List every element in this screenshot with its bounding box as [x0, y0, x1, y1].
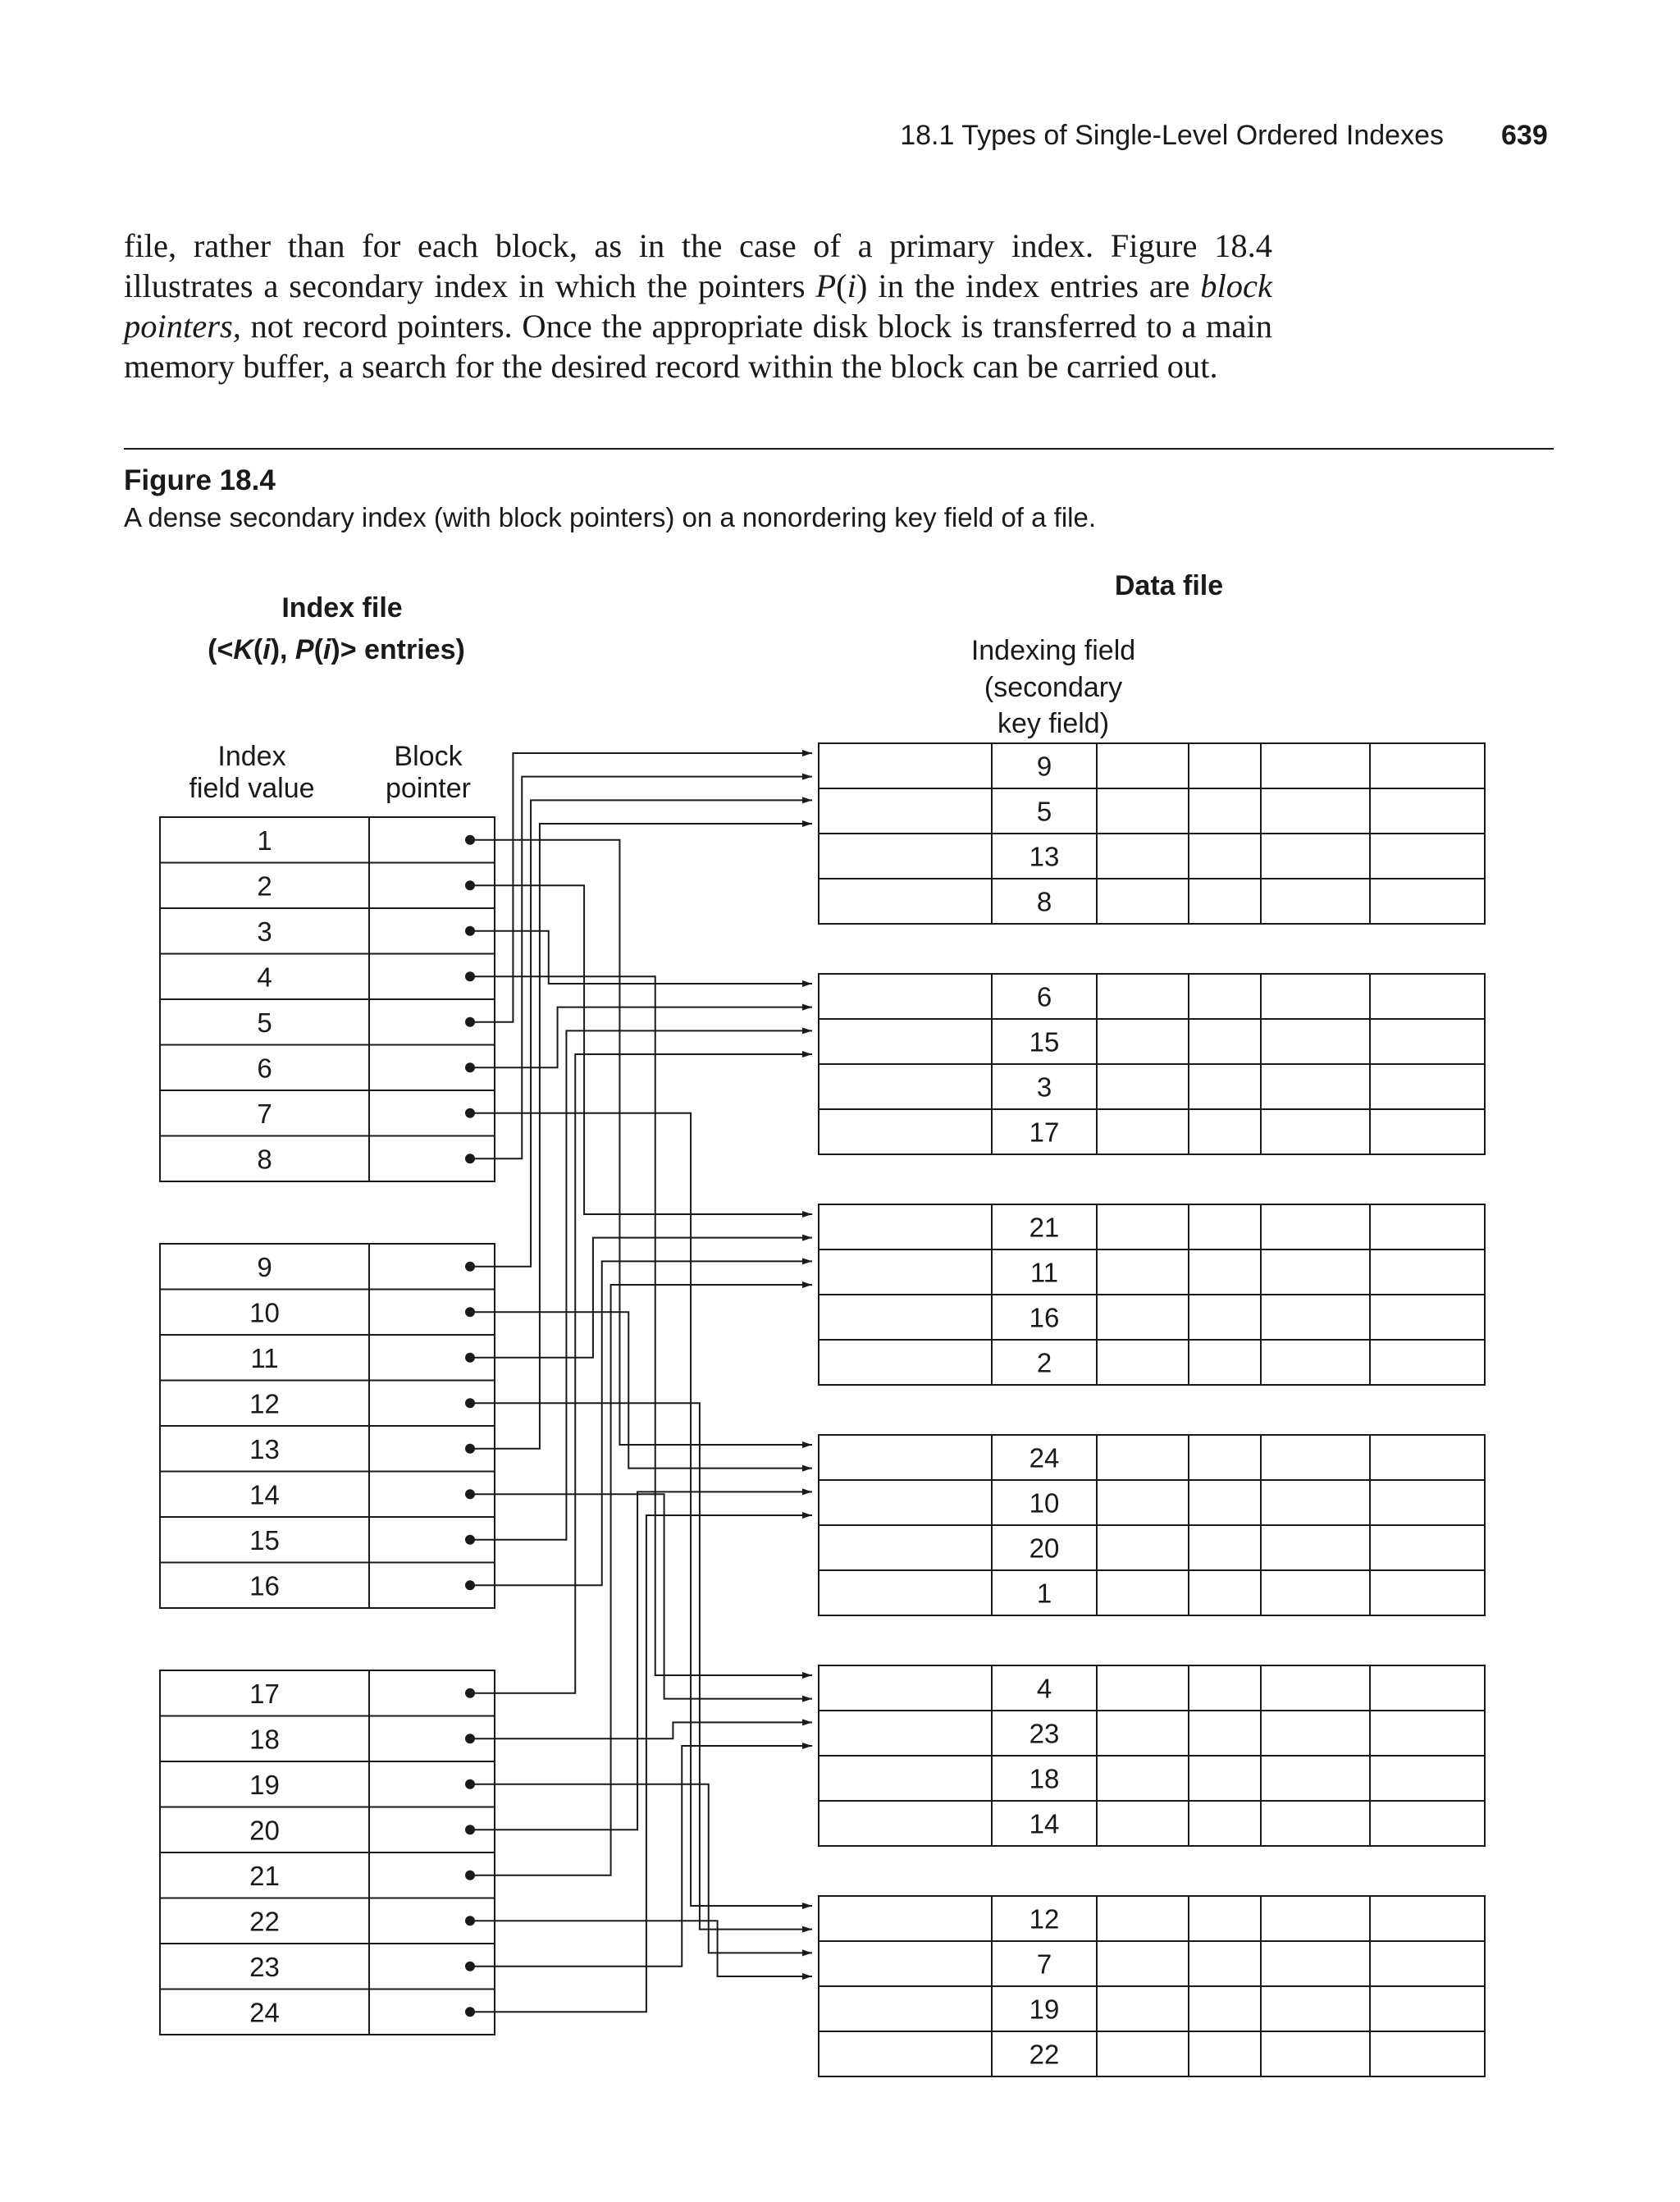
index-field-value: 17 [249, 1678, 280, 1709]
data-field-value: 22 [1029, 2039, 1060, 2070]
index-col-header-1b: field value [189, 773, 315, 804]
index-block [160, 817, 495, 1181]
data-block [819, 974, 1485, 1154]
index-field-value: 15 [249, 1524, 280, 1556]
data-file-title: Data file [1114, 570, 1224, 601]
data-field-value: 16 [1029, 1302, 1060, 1333]
indexing-field-label-3: key field) [997, 708, 1110, 739]
data-field-value: 11 [1029, 1257, 1059, 1288]
index-field-value: 11 [250, 1342, 279, 1373]
index-col-header-2b: pointer [386, 773, 471, 804]
data-field-value: 23 [1029, 1718, 1060, 1749]
data-field-value: 4 [1036, 1673, 1052, 1704]
index-field-value: 23 [249, 1951, 280, 1982]
index-field-value: 18 [249, 1724, 280, 1755]
index-field-value: 10 [249, 1297, 280, 1328]
index-field-value: 3 [257, 916, 272, 947]
index-field-value: 13 [249, 1433, 280, 1464]
index-field-value: 22 [249, 1906, 280, 1937]
pointer-arrow [470, 1285, 812, 1875]
data-block [819, 1204, 1485, 1385]
index-field-value: 12 [249, 1388, 280, 1419]
index-field-value: 8 [257, 1144, 272, 1175]
data-block [819, 1665, 1485, 1846]
pointer-arrow [470, 1784, 812, 1953]
data-field-value: 8 [1036, 886, 1052, 917]
pointer-arrow [470, 1722, 812, 1738]
index-blocks [160, 817, 495, 2035]
index-file-subtitle: (<K(i), P(i)> entries) [208, 634, 465, 665]
index-field-value: 2 [257, 870, 272, 902]
pointer-arrow [470, 1494, 812, 1698]
index-field-value: 21 [249, 1860, 280, 1891]
data-block [819, 1435, 1485, 1615]
data-field-value: 19 [1029, 1994, 1060, 2025]
data-block [819, 743, 1485, 924]
pointer-lines [470, 753, 812, 2012]
index-field-value: 1 [257, 825, 272, 856]
index-file-title: Index file [281, 592, 403, 624]
data-blocks [819, 743, 1485, 2076]
data-field-value: 10 [1029, 1487, 1060, 1519]
data-field-value: 6 [1036, 981, 1052, 1012]
data-field-value: 14 [1029, 1808, 1060, 1839]
index-field-value: 20 [249, 1815, 280, 1846]
pointer-arrow [470, 1238, 812, 1358]
index-field-value: 24 [249, 1997, 280, 2028]
data-field-value: 12 [1029, 1903, 1060, 1935]
pointer-arrow [470, 1261, 812, 1585]
data-field-value: 21 [1029, 1212, 1060, 1243]
data-field-value: 17 [1029, 1117, 1060, 1148]
pointer-arrow [470, 1746, 812, 1967]
data-field-value: 9 [1036, 751, 1052, 782]
index-field-value: 14 [249, 1479, 280, 1510]
data-block [819, 1896, 1485, 2076]
pointer-arrow [470, 777, 812, 1159]
index-col-header-1a: Index [217, 741, 286, 772]
body-paragraph: file, rather than for each block, as in the case of a primary index. Figure 18.4 illustrates a secondary index in which the pointers P(i) in the index entries are block pointers, not record pointers. Once the appropriate disk block is transferred to a main memory buffer, a search for the desired record within the block can be carried out. [124, 227, 1272, 385]
index-field-value: 5 [257, 1007, 272, 1038]
index-block [160, 1670, 495, 2035]
data-field-value: 2 [1036, 1347, 1052, 1378]
data-field-value: 1 [1036, 1578, 1052, 1609]
data-field-value: 5 [1036, 796, 1052, 827]
pointer-arrow [470, 1403, 812, 1929]
data-field-value: 13 [1029, 841, 1060, 872]
page-number: 639 [1501, 120, 1548, 151]
indexing-field-label-2: (secondary [984, 672, 1123, 703]
pointer-arrow [470, 1113, 812, 1906]
data-field-value: 18 [1029, 1763, 1060, 1794]
pointer-arrow [470, 1515, 812, 2012]
figure-caption: A dense secondary index (with block pointers) on a nonordering key field of a file. [124, 502, 1097, 532]
index-block [160, 1244, 495, 1608]
index-field-value: 19 [249, 1769, 280, 1800]
data-field-value: 15 [1029, 1026, 1060, 1058]
figure-label: Figure 18.4 [124, 464, 276, 496]
running-head: 18.1 Types of Single-Level Ordered Indexes [900, 120, 1444, 151]
index-field-value: 6 [257, 1053, 272, 1084]
data-field-value: 7 [1036, 1948, 1052, 1980]
data-field-value: 3 [1036, 1071, 1052, 1103]
index-col-header-2a: Block [394, 741, 463, 772]
pointer-arrow [470, 1492, 812, 1830]
index-field-value: 9 [257, 1251, 272, 1282]
index-field-value: 7 [257, 1098, 272, 1129]
data-field-value: 24 [1029, 1442, 1060, 1473]
indexing-field-label-1: Indexing field [970, 635, 1136, 666]
index-field-value: 16 [249, 1570, 280, 1601]
data-field-value: 20 [1029, 1533, 1060, 1564]
index-field-value: 4 [257, 962, 272, 993]
